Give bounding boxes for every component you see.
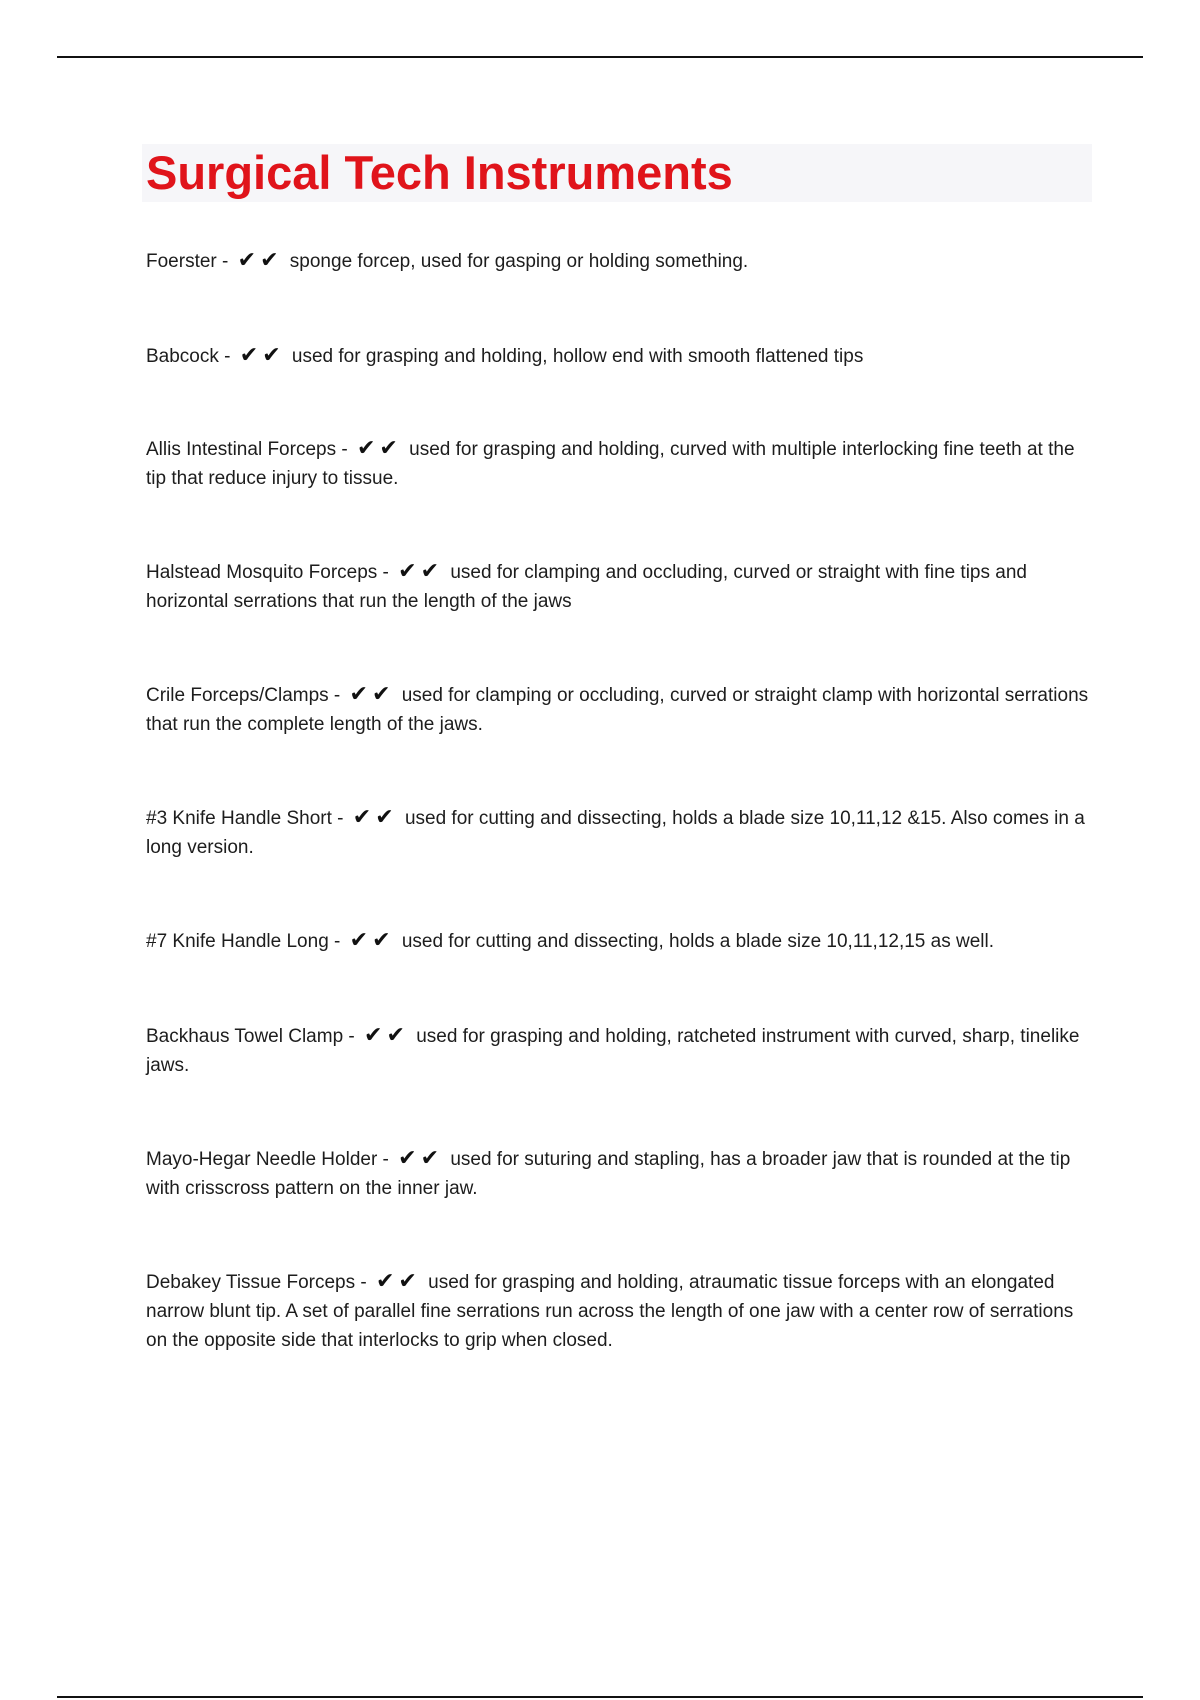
entry-definition: used for cutting and dissecting, holds a blade size 10,11,12 &15. Also comes in a long version. (146, 808, 1085, 858)
entry-definition: used for suturing and stapling, has a broader jaw that is rounded at the tip with crisscross pattern on the inner jaw. (146, 1149, 1071, 1199)
double-check-icon: ✔✔ (239, 343, 285, 368)
entry-knife-handle-7 (146, 926, 1091, 956)
entry-knife-handle-3 (146, 803, 1091, 862)
double-check-icon: ✔✔ (352, 805, 398, 830)
double-check-icon: ✔✔ (237, 248, 283, 273)
entry-backhaus (146, 1021, 1091, 1080)
entry-crile (146, 680, 1091, 739)
entry-term: Babcock - (146, 346, 231, 367)
double-check-icon: ✔✔ (398, 559, 444, 584)
entry-term: #3 Knife Handle Short - (146, 808, 344, 829)
entry-term: Crile Forceps/Clamps - (146, 685, 341, 706)
entry-mayo-hegar (146, 1144, 1091, 1203)
entry-term: Mayo-Hegar Needle Holder - (146, 1149, 389, 1170)
entry-definition: used for grasping and holding, curved with multiple interlocking fine teeth at the tip that reduce injury to tissue. (146, 439, 1075, 489)
entry-term: Allis Intestinal Forceps - (146, 439, 348, 460)
entry-foerster (146, 246, 1091, 276)
entry-definition: used for grasping and holding, ratcheted instrument with curved, sharp, tinelike jaws. (146, 1026, 1080, 1076)
double-check-icon: ✔✔ (356, 436, 402, 461)
entry-definition: sponge forcep, used for gasping or holding something. (289, 251, 749, 272)
entry-term: Debakey Tissue Forceps - (146, 1272, 367, 1293)
entry-term: Halstead Mosquito Forceps - (146, 562, 389, 583)
top-divider (57, 56, 1143, 58)
double-check-icon: ✔✔ (349, 928, 395, 953)
document-title: Surgical Tech Instruments (146, 146, 733, 199)
entry-definition: used for grasping and holding, atraumatic tissue forceps with an elongated narrow blunt tip. A set of parallel fine serrations run across the length of one jaw with a center row of serrations on the opposite side that interlocks to grip when closed. (146, 1272, 1074, 1351)
entry-definition: used for clamping or occluding, curved or straight clamp with horizontal serrations that run the complete length of the jaws. (146, 685, 1089, 735)
double-check-icon: ✔✔ (349, 682, 395, 707)
entry-definition: used for cutting and dissecting, holds a blade size 10,11,12,15 as well. (401, 931, 995, 952)
double-check-icon: ✔✔ (375, 1269, 421, 1294)
double-check-icon: ✔✔ (398, 1146, 444, 1171)
entry-term: Foerster - (146, 251, 229, 272)
bottom-divider (57, 1696, 1143, 1698)
entry-term: #7 Knife Handle Long - (146, 931, 341, 952)
entry-babcock (146, 341, 1091, 371)
double-check-icon: ✔✔ (364, 1023, 409, 1048)
entry-halstead (146, 557, 1091, 616)
entry-definition: used for grasping and holding, hollow end with smooth flattened tips (291, 346, 864, 367)
entry-term: Backhaus Towel Clamp - (146, 1026, 355, 1047)
entry-debakey (146, 1267, 1091, 1355)
entry-definition: used for clamping and occluding, curved or straight with fine tips and horizontal serrations that run the length of the jaws (146, 562, 1027, 612)
entry-allis (146, 434, 1091, 493)
